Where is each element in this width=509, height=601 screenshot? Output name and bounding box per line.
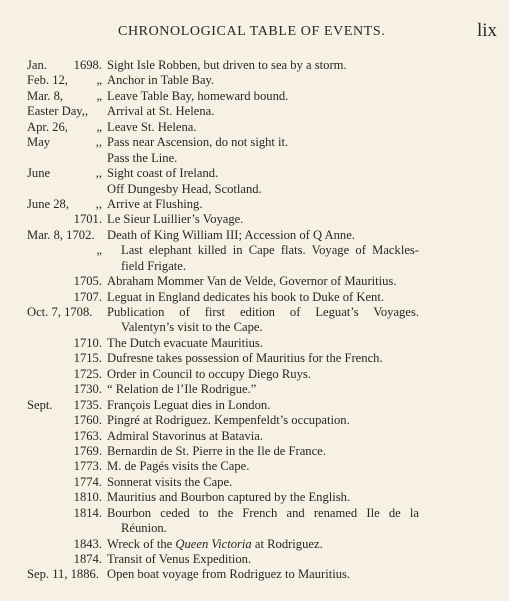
table-row [0, 320, 509, 335]
event-text: The Dutch evacuate Mauritius. [107, 335, 263, 350]
date-month: Sept. [27, 397, 53, 412]
event-text: Bernardin de St. Pierre in the Ile de France. [107, 443, 326, 458]
table-row [0, 506, 509, 521]
table-row [0, 398, 509, 413]
event-text [107, 537, 323, 552]
date-year: 1705. [73, 274, 102, 289]
table-row [0, 259, 509, 274]
date-month: June [27, 166, 51, 181]
date-year: ,, [95, 166, 102, 181]
date-month: May [27, 135, 51, 150]
date-year: 1760. [73, 413, 102, 428]
event-text: Leave St. Helena. [107, 119, 197, 134]
event-text: “ Relation de l’Ile Rodrigue.” [107, 382, 257, 397]
event-text: Last elephant killed in Cape flats. Voyage of Mackles- [121, 243, 419, 258]
event-text: Pass the Line. [107, 150, 178, 165]
event-text: Open boat voyage from Rodriguez to Mauritius. [107, 567, 351, 582]
table-row [0, 182, 509, 197]
event-text: Sight coast of Ireland. [107, 166, 219, 181]
event-text: Arrival at St. Helena. [107, 104, 215, 119]
event-text: Pass near Ascension, do not sight it. [107, 135, 289, 150]
date-year: 1735. [73, 397, 102, 412]
table-row [0, 367, 509, 382]
table-row [0, 552, 509, 567]
event-text: Pingré at Rodriguez. Kempenfeldt’s occupation. [107, 413, 350, 428]
event-text: Transit of Venus Expedition. [107, 552, 252, 566]
table-row [0, 197, 509, 212]
date-year: ,, [95, 135, 102, 150]
event-text: Off Dungesby Head, Scotland. [107, 181, 262, 196]
table-row [0, 351, 509, 366]
event-text: Bourbon ceded to the French and renamed Ile de la [107, 505, 419, 520]
date-month: Jan. [27, 58, 47, 72]
table-row [0, 151, 509, 166]
running-title: CHRONOLOGICAL TABLE OF EVENTS. [118, 24, 386, 39]
date-year: 1843. [73, 536, 102, 551]
table-row [0, 444, 509, 459]
table-row [0, 459, 509, 474]
date-month: Feb. 12, [27, 73, 68, 88]
date-year: 1874. [73, 552, 102, 566]
date-year: 1707. [73, 289, 102, 304]
event-text: Valentyn’s visit to the Cape. [121, 320, 263, 335]
date-year: 1774. [73, 474, 102, 489]
table-row [0, 73, 509, 88]
table-row [0, 475, 509, 490]
event-text: François Leguat dies in London. [107, 397, 271, 412]
date-year: ,, [95, 196, 102, 211]
date-year: 1701. [73, 212, 102, 227]
date-year: 1725. [73, 366, 102, 381]
date-month: Sep. 11, 1886. [27, 567, 99, 582]
date-month: Mar. 8, 1702. [27, 227, 95, 242]
table-row [0, 212, 509, 227]
table-row [0, 382, 509, 397]
table-row [0, 274, 509, 289]
event-text: Admiral Stavorinus at Batavia. [107, 428, 263, 443]
date-year: 1763. [73, 428, 102, 443]
table-row [0, 120, 509, 135]
table-row [0, 537, 509, 552]
table-row [0, 290, 509, 305]
date-year: 1773. [73, 459, 102, 474]
event-text: Sight Isle Robben, but driven to sea by a storm. [107, 58, 347, 72]
table-row [0, 166, 509, 181]
table-row [0, 429, 509, 444]
event-text-prefix: Wreck of the [107, 536, 176, 551]
date-year: 1810. [73, 490, 102, 505]
table-row [0, 243, 509, 258]
date-month: June 28, [27, 196, 69, 211]
event-text: Réunion. [121, 521, 167, 536]
event-text: Death of King William III; Accession of Q Anne. [107, 227, 355, 242]
event-text: M. de Pagés visits the Cape. [107, 459, 250, 474]
table-row [0, 58, 509, 73]
date-year: „ [96, 88, 102, 103]
date-month: Apr. 26, [27, 119, 68, 134]
event-text: Leave Table Bay, homeward bound. [107, 88, 289, 103]
event-text: Publication of first edition of Leguat’s Voyages. [107, 305, 419, 319]
date-month: Mar. 8, [27, 88, 64, 103]
date-year: 1730. [73, 382, 102, 397]
date-month: Oct. 7, 1708. [27, 305, 93, 319]
table-row [0, 336, 509, 351]
date-year: 1698. [73, 58, 102, 72]
date-year: „ [96, 119, 102, 134]
table-row [0, 104, 509, 119]
table-row [0, 490, 509, 505]
table-row [0, 305, 509, 320]
event-text-suffix: at Rodriguez. [251, 536, 323, 551]
chronological-table [0, 58, 509, 583]
event-text: Leguat in England dedicates his book to Duke of Kent. [107, 289, 384, 304]
date-year: 1814. [73, 505, 102, 520]
table-row [0, 567, 509, 582]
event-text: Mauritius and Bourbon captured by the English. [107, 490, 351, 505]
date-month: Easter Day,, [27, 104, 89, 119]
table-row [0, 228, 509, 243]
page-number: lix [476, 20, 497, 41]
event-text: Abraham Mommer Van de Velde, Governor of Mauritius. [107, 274, 397, 289]
event-text: field Frigate. [121, 258, 187, 273]
date-year: 1710. [73, 335, 102, 350]
event-text: Order in Council to occupy Diego Ruys. [107, 366, 311, 381]
event-text: Arrive at Flushing. [107, 196, 203, 211]
table-row [0, 89, 509, 104]
running-head [0, 20, 509, 44]
date-year: „ [96, 243, 102, 258]
table-row [0, 413, 509, 428]
table-row [0, 135, 509, 150]
event-text: Le Sieur Luillier’s Voyage. [107, 212, 244, 227]
date-year: „ [96, 73, 102, 88]
date-year: 1715. [73, 351, 102, 366]
table-row [0, 521, 509, 536]
event-text: Anchor in Table Bay. [107, 73, 215, 88]
ship-name: Queen Victoria [175, 536, 252, 551]
event-text: Dufresne takes possession of Mauritius for the French. [107, 351, 383, 366]
date-year: 1769. [73, 443, 102, 458]
event-text: Sonnerat visits the Cape. [107, 474, 233, 489]
